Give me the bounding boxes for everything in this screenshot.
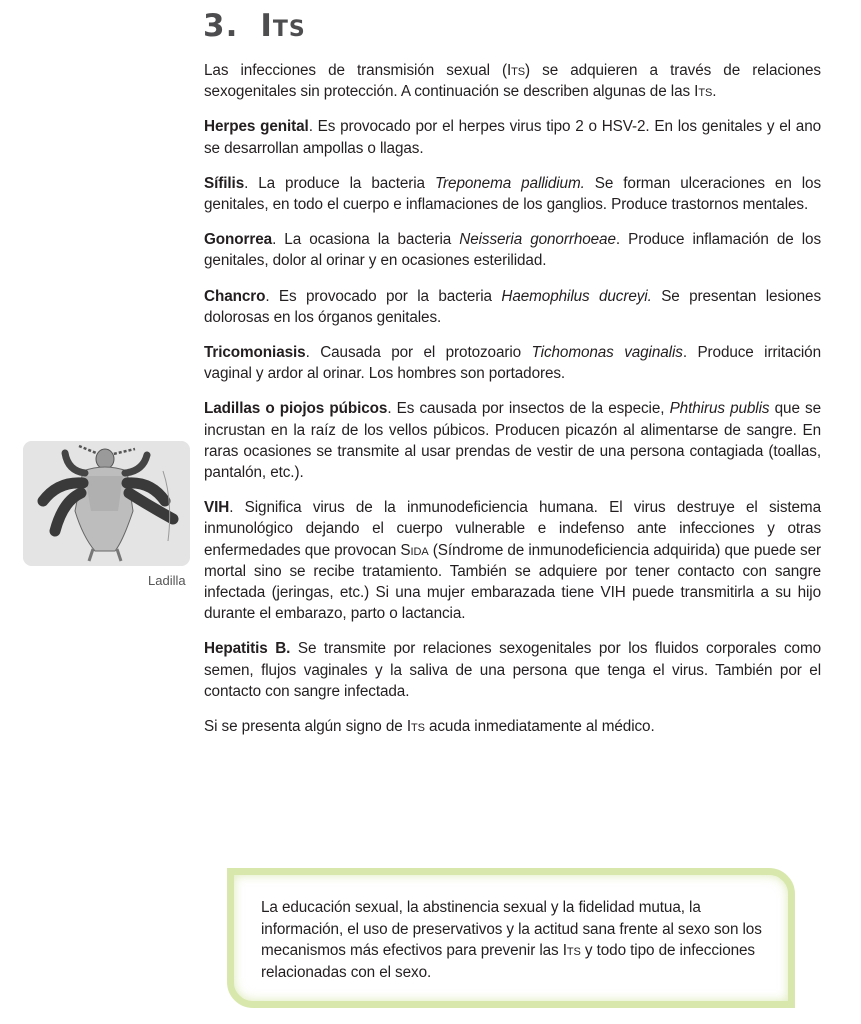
callout-text: La educación sexual, la abstinencia sexual y la fidelidad mutua, la información, el uso de preservativos y la actitud sana frente al sexo son los mecanismos más efectivos para prevenir las Its y todo tipo de infecciones relacionadas con el sexo.: [261, 899, 762, 981]
disease-gonorrea: Gonorrea. La ocasiona la bacteria Neisseria gonorrhoeae. Produce inflamación de los genitales, dolor al orinar y en ocasiones esterilidad.: [204, 231, 821, 270]
disease-chancro: Chancro. Es provocado por la bacteria Haemophilus ducreyi. Se presentan lesiones dolorosas en los órganos genitales.: [204, 287, 822, 326]
disease-tricomoniasis: Tricomoniasis. Causada por el protozoario Tichomonas vaginalis. Produce irritación vaginal y ardor al orinar. Los hombres son portadores.: [204, 344, 821, 383]
crab-louse-photo: [23, 441, 190, 566]
disease-vih: VIH. Significa virus de la inmunodeficiencia humana. El virus destruye el sistema inmunológico dejando el cuerpo vulnerable e indefenso ante infecciones y otras enfermedades que provocan Sida (Síndrome de inmunodeficiencia adquirida) que puede ser mortal sino se recibe tratamiento. También se adquiere por tener contacto con sangre infectada (jeringas, etc.) Si una mujer embarazada tiene VIH puede transmitirla a su hijo durante el embarazo, parto o lactancia.: [204, 499, 821, 623]
content-column: [204, 60, 821, 751]
disease-ladillas: Ladillas o piojos púbicos. Es causada por insectos de la especie, Phthirus publis que se incrustan en la raíz de los vellos púbicos. Producen picazón al alimentarse de sangre. En raras ocasiones se transmite al usar prendas de vestir de una persona contagiada (toallas, pantalón, etc.).: [204, 400, 821, 482]
intro-paragraph: Las infecciones de transmisión sexual (Its) se adquieren a través de relaciones sexogenitales sin protección. A continuación se describen algunas de las Its.: [204, 62, 821, 101]
closing-paragraph: Si se presenta algún signo de Its acuda inmediatamente al médico.: [204, 718, 655, 736]
figure-caption: Ladilla: [148, 573, 186, 588]
prevention-callout-box: [227, 868, 795, 1008]
section-title: Its: [260, 8, 306, 44]
disease-hepatitis: Hepatitis B. Se transmite por relaciones sexogenitales por los fluidos corporales como semen, flujos vaginales y la saliva de una persona que tenga el virus. También por el contacto con sangre infectada.: [204, 640, 821, 700]
louse-image-icon: [23, 441, 190, 566]
disease-herpes: Herpes genital. Es provocado por el herpes virus tipo 2 o HSV-2. En los genitales y el ano se desarrollan ampollas o llagas.: [204, 118, 822, 157]
disease-sifilis: Sífilis. La produce la bacteria Treponema pallidium. Se forman ulceraciones en los genitales, en todo el cuerpo e inflamaciones de los ganglios. Produce trastornos mentales.: [204, 174, 821, 214]
section-heading: [203, 8, 306, 44]
section-number: 3.: [203, 8, 239, 44]
